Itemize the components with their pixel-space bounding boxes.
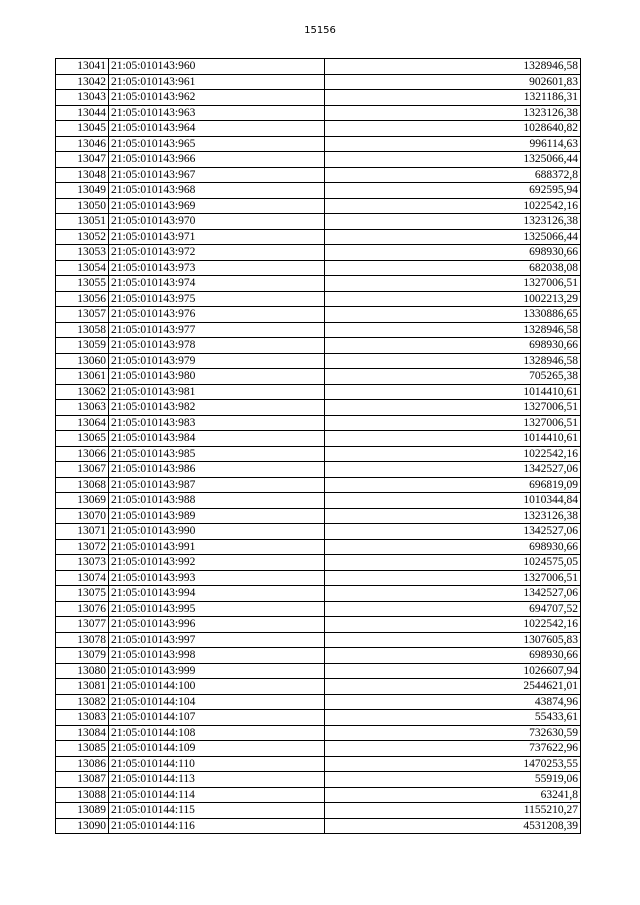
cadastral-number-cell: 21:05:010144:116 <box>109 818 325 834</box>
cadastral-number-cell: 21:05:010143:993 <box>109 570 325 586</box>
cadastral-number-cell: 21:05:010143:982 <box>109 400 325 416</box>
cadastral-value-cell: 4531208,39 <box>325 818 581 834</box>
cadastral-number-cell: 21:05:010143:984 <box>109 431 325 447</box>
table-row <box>56 555 581 571</box>
table-row <box>56 663 581 679</box>
cadastral-value-cell: 1323126,38 <box>325 105 581 121</box>
cadastral-number-cell: 21:05:010143:979 <box>109 353 325 369</box>
cadastral-number-cell: 21:05:010143:963 <box>109 105 325 121</box>
cadastral-value-cell: 732630,59 <box>325 725 581 741</box>
table-row <box>56 710 581 726</box>
cadastral-value-cell: 692595,94 <box>325 183 581 199</box>
table-row <box>56 338 581 354</box>
cadastral-value-cell: 1342527,06 <box>325 462 581 478</box>
cadastral-number-cell: 21:05:010143:966 <box>109 152 325 168</box>
table-row <box>56 415 581 431</box>
cadastral-value-cell: 1328946,58 <box>325 322 581 338</box>
cadastral-value-cell: 43874,96 <box>325 694 581 710</box>
cadastral-value-cell: 698930,66 <box>325 245 581 261</box>
cadastral-value-cell: 996114,63 <box>325 136 581 152</box>
cadastral-value-cell: 1327006,51 <box>325 570 581 586</box>
row-number-cell: 13077 <box>56 617 109 633</box>
table-row <box>56 214 581 230</box>
row-number-cell: 13046 <box>56 136 109 152</box>
row-number-cell: 13054 <box>56 260 109 276</box>
row-number-cell: 13057 <box>56 307 109 323</box>
cadastral-number-cell: 21:05:010143:997 <box>109 632 325 648</box>
row-number-cell: 13063 <box>56 400 109 416</box>
cadastral-value-cell: 1010344,84 <box>325 493 581 509</box>
cadastral-value-cell: 1014410,61 <box>325 431 581 447</box>
cadastral-number-cell: 21:05:010143:978 <box>109 338 325 354</box>
table-row <box>56 198 581 214</box>
cadastral-number-cell: 21:05:010143:994 <box>109 586 325 602</box>
cadastral-value-cell: 698930,66 <box>325 338 581 354</box>
cadastral-number-cell: 21:05:010143:983 <box>109 415 325 431</box>
cadastral-value-cell: 737622,96 <box>325 741 581 757</box>
row-number-cell: 13087 <box>56 772 109 788</box>
cadastral-value-cell: 1323126,38 <box>325 214 581 230</box>
cadastral-number-cell: 21:05:010143:961 <box>109 74 325 90</box>
cadastral-number-cell: 21:05:010144:100 <box>109 679 325 695</box>
row-number-cell: 13048 <box>56 167 109 183</box>
row-number-cell: 13060 <box>56 353 109 369</box>
row-number-cell: 13068 <box>56 477 109 493</box>
table-row <box>56 462 581 478</box>
cadastral-number-cell: 21:05:010143:991 <box>109 539 325 555</box>
cadastral-number-cell: 21:05:010144:104 <box>109 694 325 710</box>
row-number-cell: 13056 <box>56 291 109 307</box>
table-row <box>56 756 581 772</box>
cadastral-value-cell: 1155210,27 <box>325 803 581 819</box>
cadastral-value-cell: 1328946,58 <box>325 59 581 75</box>
cadastral-value-cell: 694707,52 <box>325 601 581 617</box>
page-number: 15156 <box>304 25 336 36</box>
cadastral-value-cell: 688372,8 <box>325 167 581 183</box>
cadastral-value-cell: 902601,83 <box>325 74 581 90</box>
table-row <box>56 648 581 664</box>
table-row <box>56 353 581 369</box>
cadastral-value-cell: 698930,66 <box>325 648 581 664</box>
table-row <box>56 90 581 106</box>
cadastral-number-cell: 21:05:010143:964 <box>109 121 325 137</box>
cadastral-value-cell: 1327006,51 <box>325 400 581 416</box>
row-number-cell: 13069 <box>56 493 109 509</box>
table-row <box>56 322 581 338</box>
cadastral-number-cell: 21:05:010143:986 <box>109 462 325 478</box>
table-row <box>56 400 581 416</box>
row-number-cell: 13066 <box>56 446 109 462</box>
row-number-cell: 13085 <box>56 741 109 757</box>
table-row <box>56 725 581 741</box>
cadastral-number-cell: 21:05:010143:995 <box>109 601 325 617</box>
row-number-cell: 13041 <box>56 59 109 75</box>
row-number-cell: 13073 <box>56 555 109 571</box>
row-number-cell: 13084 <box>56 725 109 741</box>
cadastral-number-cell: 21:05:010143:965 <box>109 136 325 152</box>
table-row <box>56 291 581 307</box>
table-row <box>56 229 581 245</box>
row-number-cell: 13053 <box>56 245 109 261</box>
cadastral-number-cell: 21:05:010143:988 <box>109 493 325 509</box>
row-number-cell: 13088 <box>56 787 109 803</box>
table-row <box>56 183 581 199</box>
table-row <box>56 601 581 617</box>
row-number-cell: 13080 <box>56 663 109 679</box>
cadastral-number-cell: 21:05:010143:977 <box>109 322 325 338</box>
cadastral-number-cell: 21:05:010143:972 <box>109 245 325 261</box>
cadastral-value-cell: 1323126,38 <box>325 508 581 524</box>
cadastral-number-cell: 21:05:010144:108 <box>109 725 325 741</box>
table-row <box>56 59 581 75</box>
row-number-cell: 13072 <box>56 539 109 555</box>
row-number-cell: 13071 <box>56 524 109 540</box>
table-row <box>56 260 581 276</box>
cadastral-number-cell: 21:05:010143:960 <box>109 59 325 75</box>
cadastral-number-cell: 21:05:010143:999 <box>109 663 325 679</box>
row-number-cell: 13050 <box>56 198 109 214</box>
cadastral-value-cell: 1024575,05 <box>325 555 581 571</box>
table-row <box>56 431 581 447</box>
cadastral-number-cell: 21:05:010144:107 <box>109 710 325 726</box>
row-number-cell: 13047 <box>56 152 109 168</box>
table-row <box>56 167 581 183</box>
table-row <box>56 152 581 168</box>
row-number-cell: 13090 <box>56 818 109 834</box>
cadastral-number-cell: 21:05:010143:967 <box>109 167 325 183</box>
table-row <box>56 276 581 292</box>
cadastral-number-cell: 21:05:010143:998 <box>109 648 325 664</box>
cadastral-value-cell: 698930,66 <box>325 539 581 555</box>
cadastral-number-cell: 21:05:010143:990 <box>109 524 325 540</box>
cadastral-value-cell: 696819,09 <box>325 477 581 493</box>
table-row <box>56 787 581 803</box>
table-row <box>56 493 581 509</box>
table-row <box>56 741 581 757</box>
table-row <box>56 586 581 602</box>
row-number-cell: 13070 <box>56 508 109 524</box>
row-number-cell: 13082 <box>56 694 109 710</box>
cadastral-value-table <box>55 58 581 834</box>
cadastral-number-cell: 21:05:010143:996 <box>109 617 325 633</box>
cadastral-value-cell: 55433,61 <box>325 710 581 726</box>
cadastral-value-cell: 1327006,51 <box>325 276 581 292</box>
table-row <box>56 384 581 400</box>
table-row <box>56 679 581 695</box>
cadastral-number-cell: 21:05:010143:976 <box>109 307 325 323</box>
row-number-cell: 13043 <box>56 90 109 106</box>
cadastral-value-cell: 1022542,16 <box>325 446 581 462</box>
cadastral-number-cell: 21:05:010143:980 <box>109 369 325 385</box>
table-row <box>56 121 581 137</box>
row-number-cell: 13083 <box>56 710 109 726</box>
cadastral-number-cell: 21:05:010143:971 <box>109 229 325 245</box>
cadastral-number-cell: 21:05:010143:989 <box>109 508 325 524</box>
row-number-cell: 13076 <box>56 601 109 617</box>
cadastral-number-cell: 21:05:010144:110 <box>109 756 325 772</box>
table-row <box>56 508 581 524</box>
row-number-cell: 13067 <box>56 462 109 478</box>
table-row <box>56 105 581 121</box>
cadastral-number-cell: 21:05:010144:115 <box>109 803 325 819</box>
row-number-cell: 13064 <box>56 415 109 431</box>
row-number-cell: 13086 <box>56 756 109 772</box>
cadastral-value-cell: 1028640,82 <box>325 121 581 137</box>
table-row <box>56 245 581 261</box>
cadastral-number-cell: 21:05:010144:113 <box>109 772 325 788</box>
row-number-cell: 13055 <box>56 276 109 292</box>
table-row <box>56 136 581 152</box>
row-number-cell: 13089 <box>56 803 109 819</box>
table-row <box>56 74 581 90</box>
table-row <box>56 446 581 462</box>
cadastral-value-cell: 1470253,55 <box>325 756 581 772</box>
cadastral-value-cell: 1328946,58 <box>325 353 581 369</box>
row-number-cell: 13062 <box>56 384 109 400</box>
row-number-cell: 13075 <box>56 586 109 602</box>
cadastral-number-cell: 21:05:010143:973 <box>109 260 325 276</box>
row-number-cell: 13045 <box>56 121 109 137</box>
cadastral-value-cell: 1325066,44 <box>325 152 581 168</box>
row-number-cell: 13052 <box>56 229 109 245</box>
row-number-cell: 13051 <box>56 214 109 230</box>
cadastral-value-cell: 63241,8 <box>325 787 581 803</box>
row-number-cell: 13065 <box>56 431 109 447</box>
cadastral-number-cell: 21:05:010143:968 <box>109 183 325 199</box>
cadastral-value-cell: 1325066,44 <box>325 229 581 245</box>
cadastral-number-cell: 21:05:010143:987 <box>109 477 325 493</box>
cadastral-value-cell: 1022542,16 <box>325 198 581 214</box>
row-number-cell: 13078 <box>56 632 109 648</box>
table-row <box>56 772 581 788</box>
row-number-cell: 13079 <box>56 648 109 664</box>
cadastral-value-cell: 705265,38 <box>325 369 581 385</box>
cadastral-value-cell: 55919,06 <box>325 772 581 788</box>
cadastral-value-cell: 682038,08 <box>325 260 581 276</box>
row-number-cell: 13061 <box>56 369 109 385</box>
row-number-cell: 13044 <box>56 105 109 121</box>
cadastral-value-cell: 2544621,01 <box>325 679 581 695</box>
table-row <box>56 818 581 834</box>
cadastral-value-cell: 1026607,94 <box>325 663 581 679</box>
row-number-cell: 13074 <box>56 570 109 586</box>
table-row <box>56 617 581 633</box>
table-row <box>56 539 581 555</box>
table-row <box>56 632 581 648</box>
cadastral-value-cell: 1327006,51 <box>325 415 581 431</box>
cadastral-number-cell: 21:05:010143:974 <box>109 276 325 292</box>
cadastral-value-cell: 1321186,31 <box>325 90 581 106</box>
table-row <box>56 803 581 819</box>
row-number-cell: 13081 <box>56 679 109 695</box>
table-row <box>56 694 581 710</box>
cadastral-number-cell: 21:05:010143:962 <box>109 90 325 106</box>
row-number-cell: 13042 <box>56 74 109 90</box>
table-row <box>56 307 581 323</box>
cadastral-number-cell: 21:05:010144:114 <box>109 787 325 803</box>
cadastral-number-cell: 21:05:010143:969 <box>109 198 325 214</box>
cadastral-value-cell: 1342527,06 <box>325 586 581 602</box>
cadastral-value-cell: 1022542,16 <box>325 617 581 633</box>
cadastral-number-cell: 21:05:010143:970 <box>109 214 325 230</box>
cadastral-number-cell: 21:05:010143:992 <box>109 555 325 571</box>
row-number-cell: 13059 <box>56 338 109 354</box>
cadastral-value-cell: 1002213,29 <box>325 291 581 307</box>
cadastral-value-cell: 1330886,65 <box>325 307 581 323</box>
cadastral-number-cell: 21:05:010143:981 <box>109 384 325 400</box>
cadastral-value-cell: 1307605,83 <box>325 632 581 648</box>
cadastral-number-cell: 21:05:010143:985 <box>109 446 325 462</box>
table-row <box>56 369 581 385</box>
row-number-cell: 13049 <box>56 183 109 199</box>
cadastral-value-cell: 1014410,61 <box>325 384 581 400</box>
table-row <box>56 570 581 586</box>
table-row <box>56 477 581 493</box>
cadastral-value-cell: 1342527,06 <box>325 524 581 540</box>
row-number-cell: 13058 <box>56 322 109 338</box>
cadastral-number-cell: 21:05:010144:109 <box>109 741 325 757</box>
table-row <box>56 524 581 540</box>
cadastral-number-cell: 21:05:010143:975 <box>109 291 325 307</box>
